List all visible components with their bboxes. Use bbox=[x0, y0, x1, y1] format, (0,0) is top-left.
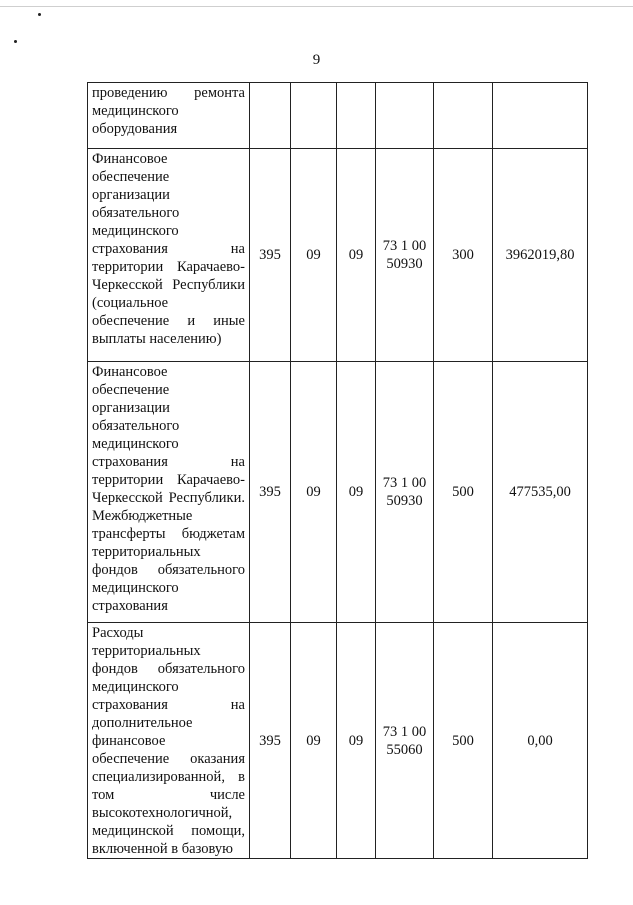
expense-type-cell: 500 bbox=[434, 623, 493, 859]
target-article-program: 73 1 00 bbox=[382, 475, 427, 491]
target-article-program: 73 1 00 bbox=[382, 238, 427, 254]
target-article-direction: 55060 bbox=[386, 741, 423, 758]
subsection-code-cell: 09 bbox=[337, 362, 376, 623]
subsection-code-cell bbox=[337, 83, 376, 149]
budget-table bbox=[87, 82, 588, 859]
scan-speck bbox=[38, 13, 41, 16]
target-article-cell bbox=[376, 362, 434, 623]
table-row bbox=[88, 362, 588, 623]
admin-code-cell bbox=[250, 83, 291, 149]
expense-type-cell bbox=[434, 83, 493, 149]
section-code-cell: 09 bbox=[291, 149, 337, 362]
target-article-cell bbox=[376, 623, 434, 859]
table-row bbox=[88, 83, 588, 149]
target-article-cell bbox=[376, 149, 434, 362]
section-code-cell: 09 bbox=[291, 362, 337, 623]
row-description: Расходы территориальных фондов обязательного медицинского страхования на дополнительное финансовое обеспечение оказания специализированной, в том числе высокотехнологичной, медицинской помощи, включенной в базовую bbox=[88, 623, 250, 859]
target-article-cell bbox=[376, 83, 434, 149]
scan-speck bbox=[14, 40, 17, 43]
table-row bbox=[88, 623, 588, 859]
scan-top-edge-line bbox=[0, 6, 633, 7]
section-code-cell bbox=[291, 83, 337, 149]
expense-type-cell: 500 bbox=[434, 362, 493, 623]
page-number: 9 bbox=[312, 52, 321, 68]
admin-code-cell: 395 bbox=[250, 623, 291, 859]
row-description: Финансовое обеспечение организации обязательного медицинского страхования на территории Карачаево-Черкесской Республики (социальное обеспечение и иные выплаты населению) bbox=[88, 149, 250, 362]
section-code-cell: 09 bbox=[291, 623, 337, 859]
admin-code-cell: 395 bbox=[250, 149, 291, 362]
subsection-code-cell: 09 bbox=[337, 623, 376, 859]
amount-cell: 0,00 bbox=[493, 623, 588, 859]
target-article-program: 73 1 00 bbox=[382, 723, 427, 740]
amount-cell: 477535,00 bbox=[493, 362, 588, 623]
target-article-direction: 50930 bbox=[386, 256, 423, 272]
row-description: Финансовое обеспечение организации обязательного медицинского страхования на территории Карачаево-Черкесской Республики. Межбюджетные трансферты бюджетам территориальных фондов обязательного медицинского страхования bbox=[88, 362, 250, 623]
target-article-direction: 50930 bbox=[386, 493, 423, 509]
expense-type-cell: 300 bbox=[434, 149, 493, 362]
subsection-code-cell: 09 bbox=[337, 149, 376, 362]
admin-code-cell: 395 bbox=[250, 362, 291, 623]
amount-cell bbox=[493, 83, 588, 149]
table-row bbox=[88, 149, 588, 362]
amount-cell: 3962019,80 bbox=[493, 149, 588, 362]
row-description: проведению ремонта медицинского оборудования bbox=[88, 83, 250, 149]
